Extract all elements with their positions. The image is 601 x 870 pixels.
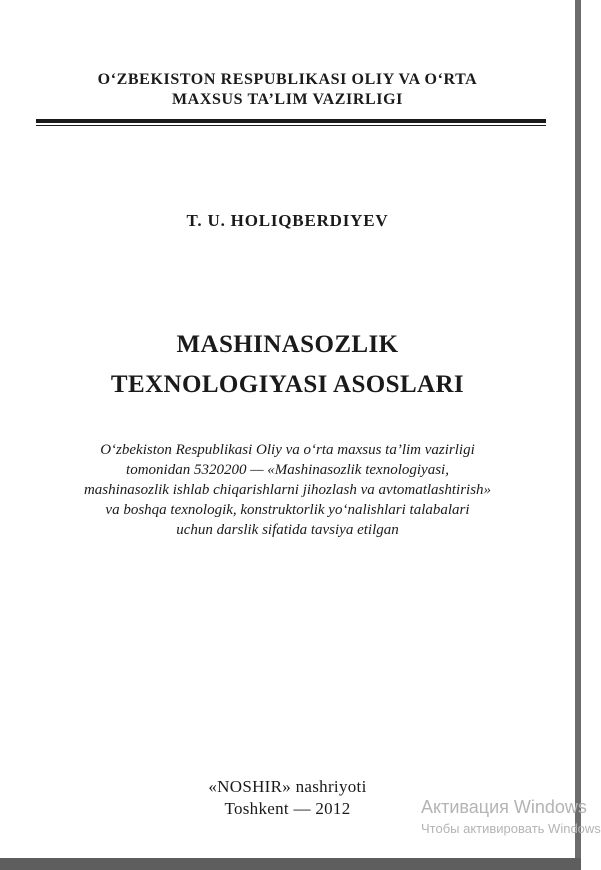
header-divider-thick — [36, 119, 546, 123]
scan-right-border — [575, 0, 581, 870]
header-divider-thin — [36, 125, 546, 126]
ministry-line-1: O‘ZBEKISTON RESPUBLIKASI OLIY VA O‘RTA — [97, 71, 478, 88]
ministry-line-2: MAXSUS TA’LIM VAZIRLIGI — [171, 91, 404, 108]
approval-line: uchun darslik sifatida tavsiya etilgan — [176, 522, 399, 538]
book-title-line-1: MASHINASOZLIK — [176, 331, 399, 358]
publisher-name: «NOSHIR» nashriyoti — [208, 777, 367, 796]
ministry-heading — [0, 70, 575, 110]
approval-note — [0, 440, 575, 540]
approval-line: tomonidan 5320200 — «Mashinasozlik texnologiyasi, — [126, 462, 449, 478]
approval-line: va boshqa texnologik, konstruktorlik yo‘nalishlari talabalari — [105, 502, 470, 518]
publication-place-year: Toshkent — 2012 — [224, 799, 351, 818]
approval-line: mashinasozlik ishlab chiqarishlarni jihozlash va avtomatlashtirish» — [83, 482, 492, 498]
windows-activation-watermark — [421, 796, 601, 838]
scan-bottom-border — [0, 858, 581, 870]
watermark-title: Активация Windows — [421, 797, 587, 817]
author-name: T. U. HOLIQBERDIYEV — [186, 211, 389, 230]
approval-line: O‘zbekiston Respublikasi Oliy va o‘rta maxsus ta’lim vazirligi — [100, 442, 475, 458]
book-title — [0, 325, 575, 405]
watermark-subtitle: Чтобы активировать Windows — [421, 821, 601, 836]
book-title-line-2: TEXNOLOGIYASI ASOSLARI — [110, 371, 465, 398]
